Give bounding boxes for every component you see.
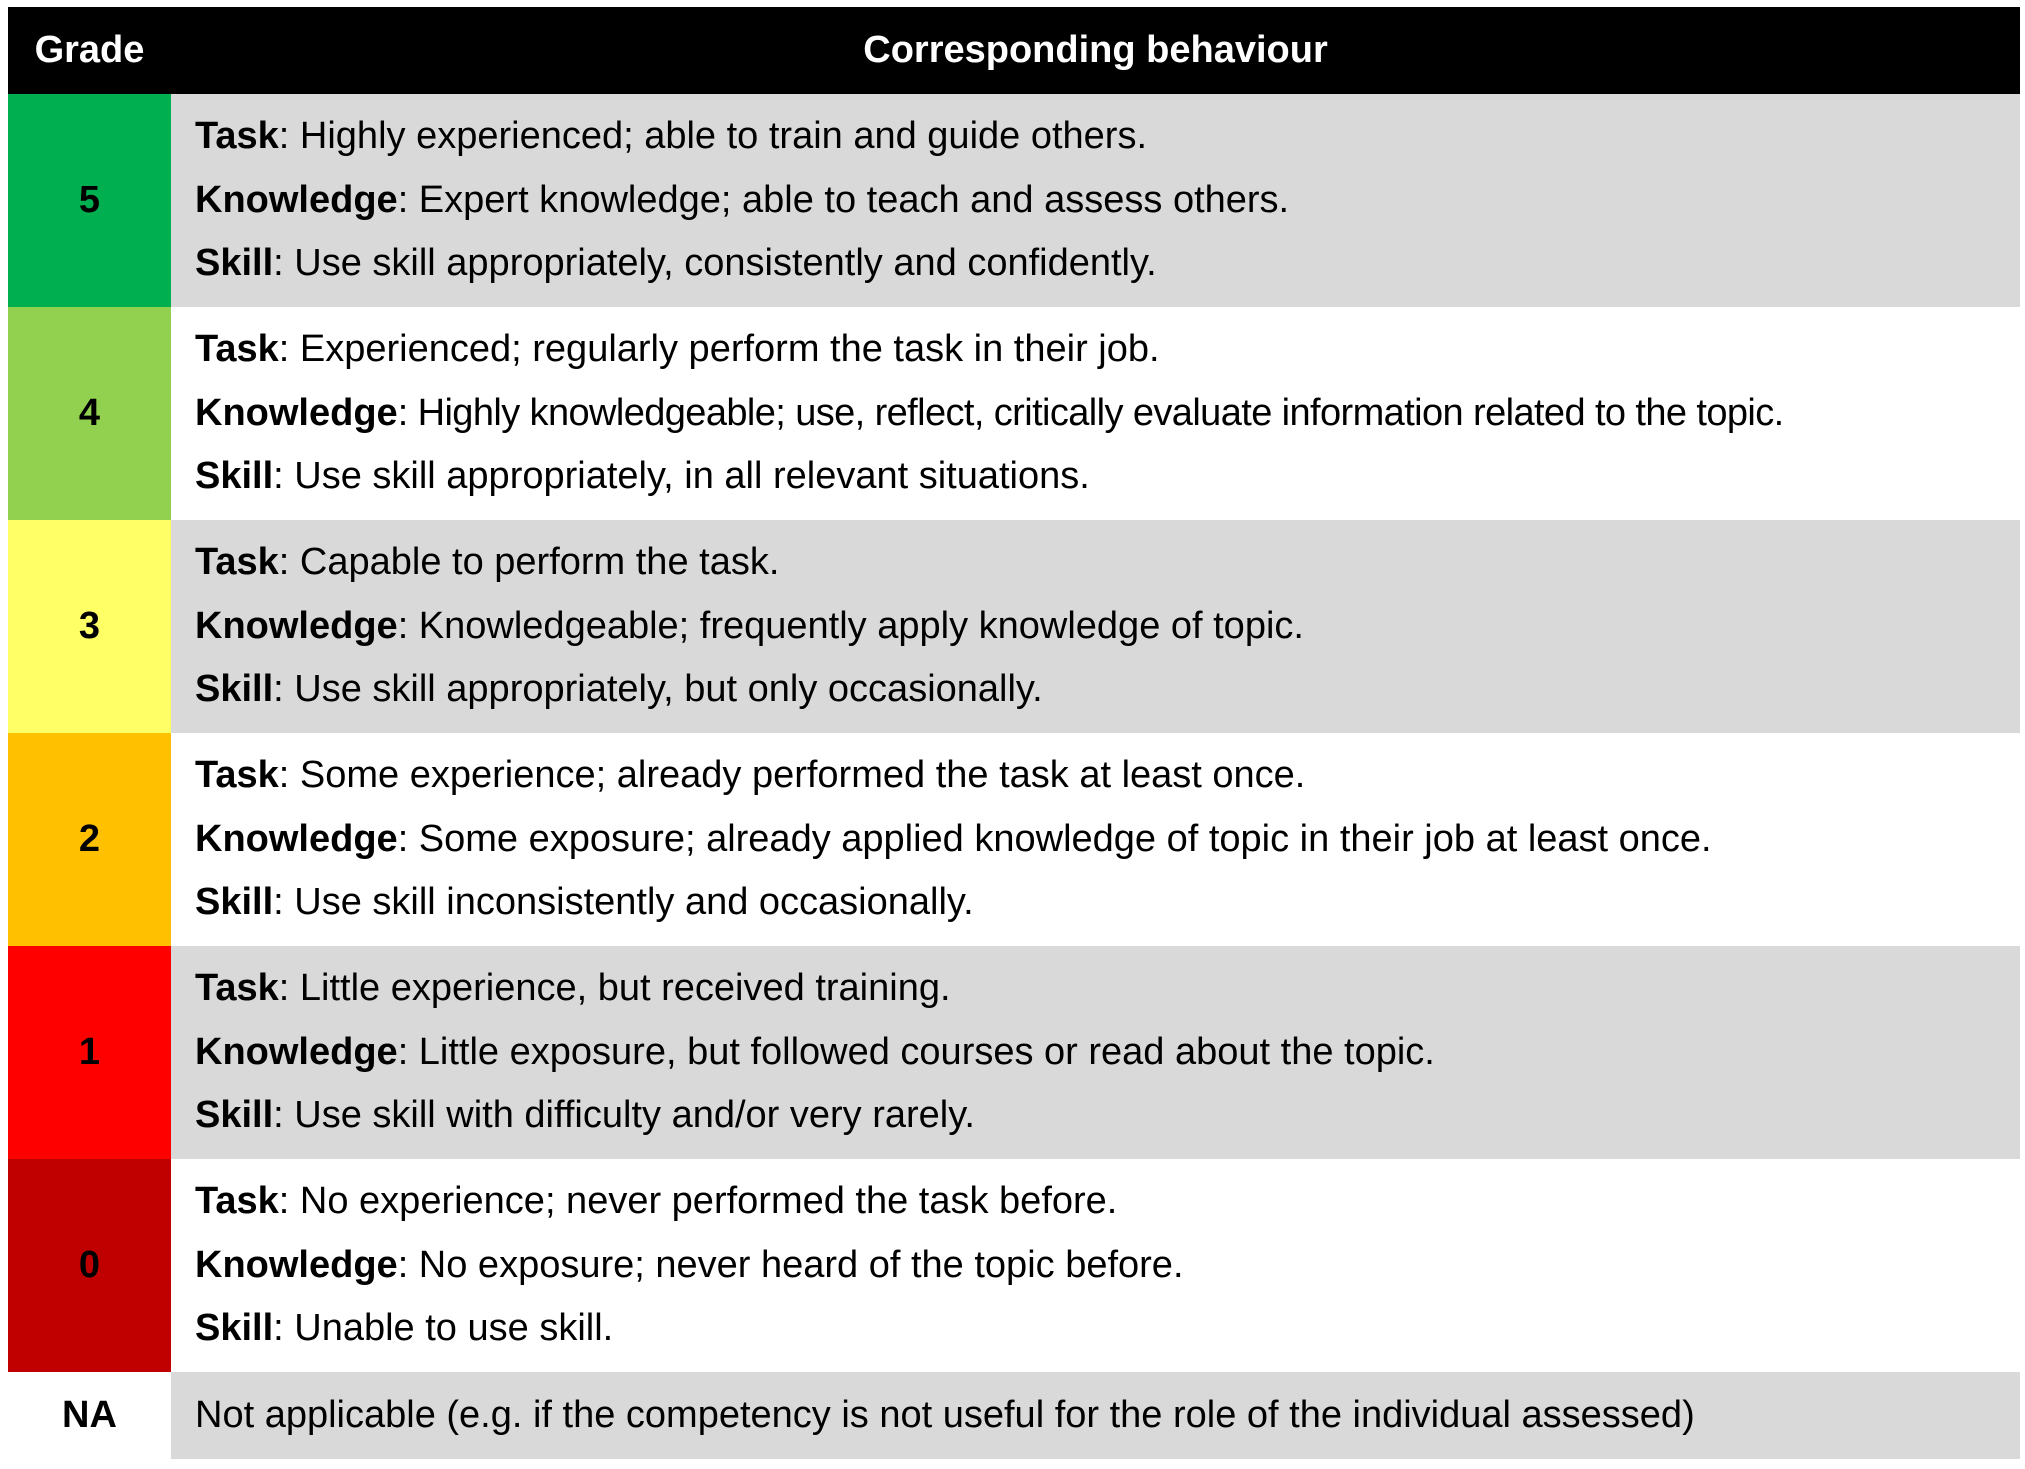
term-label: Skill [195, 1307, 274, 1350]
behaviour-cell [171, 307, 2020, 520]
behaviour-line-knowledge [195, 595, 2020, 659]
term-text: : Use skill appropriately, but only occasionally. [273, 668, 1043, 711]
term-label: Task [195, 967, 279, 1010]
term-text: : Some exposure; already applied knowledge of topic in their job at least once. [397, 817, 1712, 860]
term-label: Task [195, 328, 279, 371]
table-row-grade-2 [8, 733, 2020, 946]
term-text: : Use skill appropriately, in all relevant situations. [273, 455, 1090, 498]
behaviour-line-knowledge [195, 808, 2020, 872]
term-label: Knowledge [195, 391, 398, 434]
term-text: : Some experience; already performed the task at least once. [278, 754, 1306, 797]
term-text: : Experienced; regularly perform the task in their job. [278, 328, 1160, 371]
term-text: : Use skill appropriately, consistently and confidently. [273, 242, 1157, 285]
grade-behaviour-table [8, 7, 2020, 1459]
behaviour-cell [171, 520, 2020, 733]
term-label: Knowledge [195, 178, 398, 221]
term-label: Task [195, 754, 279, 797]
behaviour-cell [171, 1159, 2020, 1372]
behaviour-cell [171, 733, 2020, 946]
term-label: Skill [195, 242, 274, 285]
behaviour-line-task [195, 105, 2020, 169]
term-text: : Little experience, but received training. [278, 967, 951, 1010]
behaviour-line-na: Not applicable (e.g. if the competency is not useful for the role of the individual assessed) [195, 1393, 1695, 1436]
term-text: : Highly experienced; able to train and guide others. [278, 115, 1148, 158]
table-row-grade-5 [8, 94, 2020, 307]
behaviour-cell [171, 94, 2020, 307]
behaviour-line-knowledge [195, 1234, 2020, 1298]
grade-cell: 4 [8, 307, 171, 520]
behaviour-line-task [195, 531, 2020, 595]
term-text: : Highly knowledgeable; use, reflect, critically evaluate information related to the topic. [397, 391, 1784, 434]
term-text: : Use skill with difficulty and/or very rarely. [273, 1094, 975, 1137]
term-text: : No experience; never performed the task before. [278, 1180, 1118, 1223]
behaviour-line-task [195, 957, 2020, 1021]
table-header-row [8, 7, 2020, 94]
term-text: : Unable to use skill. [273, 1307, 614, 1350]
table-row-grade-1 [8, 946, 2020, 1159]
term-text: : Knowledgeable; frequently apply knowledge of topic. [397, 604, 1304, 647]
term-label: Task [195, 541, 279, 584]
term-text: : Expert knowledge; able to teach and assess others. [397, 178, 1290, 221]
behaviour-line-knowledge [195, 169, 2020, 233]
behaviour-line-skill [195, 232, 2020, 296]
grade-cell: NA [8, 1372, 171, 1459]
term-label: Knowledge [195, 604, 398, 647]
term-label: Knowledge [195, 1030, 398, 1073]
term-label: Skill [195, 455, 274, 498]
term-text: : Capable to perform the task. [278, 541, 780, 584]
term-text: : Little exposure, but followed courses or read about the topic. [397, 1030, 1435, 1073]
grade-column-header: Grade [8, 7, 171, 94]
term-label: Knowledge [195, 817, 398, 860]
term-label: Skill [195, 1094, 274, 1137]
grade-cell: 5 [8, 94, 171, 307]
behaviour-line-skill [195, 1084, 2020, 1148]
table-row-grade-na [8, 1372, 2020, 1459]
behaviour-cell [171, 1372, 2020, 1459]
term-label: Knowledge [195, 1243, 398, 1286]
term-label: Task [195, 115, 279, 158]
behaviour-line-skill [195, 871, 2020, 935]
behaviour-line-skill [195, 445, 2020, 509]
behaviour-column-header: Corresponding behaviour [171, 7, 2020, 94]
table-row-grade-4 [8, 307, 2020, 520]
term-text: : Use skill inconsistently and occasionally. [273, 881, 974, 924]
grade-cell: 2 [8, 733, 171, 946]
term-label: Skill [195, 881, 274, 924]
table-row-grade-0 [8, 1159, 2020, 1372]
behaviour-line-task [195, 318, 2020, 382]
table-row-grade-3 [8, 520, 2020, 733]
grade-cell: 3 [8, 520, 171, 733]
grade-cell: 1 [8, 946, 171, 1159]
term-label: Skill [195, 668, 274, 711]
behaviour-line-task [195, 744, 2020, 808]
behaviour-line-knowledge [195, 382, 2020, 446]
term-label: Task [195, 1180, 279, 1223]
behaviour-line-skill [195, 1297, 2020, 1361]
behaviour-line-task [195, 1170, 2020, 1234]
term-text: : No exposure; never heard of the topic before. [397, 1243, 1184, 1286]
behaviour-line-skill [195, 658, 2020, 722]
behaviour-line-knowledge [195, 1021, 2020, 1085]
behaviour-cell [171, 946, 2020, 1159]
grade-cell: 0 [8, 1159, 171, 1372]
